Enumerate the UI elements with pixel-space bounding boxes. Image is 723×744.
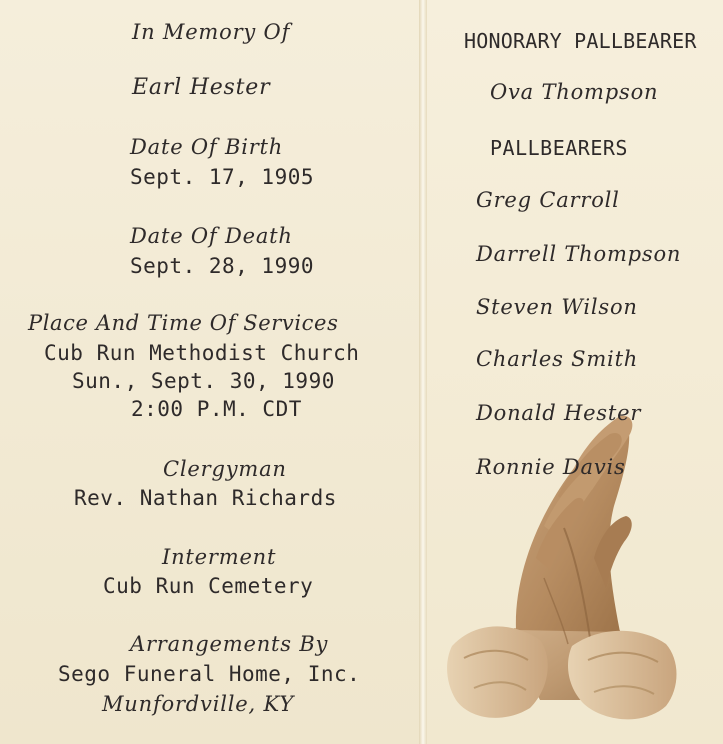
pallbearer-name: Steven Wilson: [476, 295, 638, 319]
page-fold: [419, 0, 427, 744]
pallbearer-name: Donald Hester: [476, 401, 642, 425]
arrangements-city: Munfordville, KY: [102, 692, 295, 716]
services-time: 2:00 P.M. CDT: [131, 397, 302, 421]
memory-heading: In Memory Of: [132, 20, 291, 44]
honorary-pallbearer-label: HONORARY PALLBEARER: [464, 29, 697, 53]
services-date: Sun., Sept. 30, 1990: [72, 369, 335, 393]
honorary-pallbearer-name: Ova Thompson: [490, 80, 659, 104]
pallbearer-name: Darrell Thompson: [476, 242, 682, 266]
pallbearers-label: PALLBEARERS: [490, 136, 628, 160]
interment-place: Cub Run Cemetery: [103, 574, 314, 598]
deceased-name: Earl Hester: [132, 75, 271, 100]
clergyman-label: Clergyman: [163, 457, 287, 481]
pallbearer-name: Ronnie Davis: [476, 455, 626, 479]
services-label: Place And Time Of Services: [28, 311, 339, 335]
clergyman-name: Rev. Nathan Richards: [74, 486, 337, 510]
pallbearer-name: Charles Smith: [476, 347, 639, 371]
arrangements-label: Arrangements By: [130, 632, 329, 656]
interment-label: Interment: [162, 545, 277, 569]
death-label: Date Of Death: [130, 224, 293, 248]
pallbearer-name: Greg Carroll: [476, 188, 620, 212]
birth-label: Date Of Birth: [130, 135, 284, 159]
death-date: Sept. 28, 1990: [130, 254, 315, 278]
birth-date: Sept. 17, 1905: [130, 165, 315, 189]
services-place: Cub Run Methodist Church: [44, 341, 360, 365]
arrangements-name: Sego Funeral Home, Inc.: [58, 662, 361, 686]
